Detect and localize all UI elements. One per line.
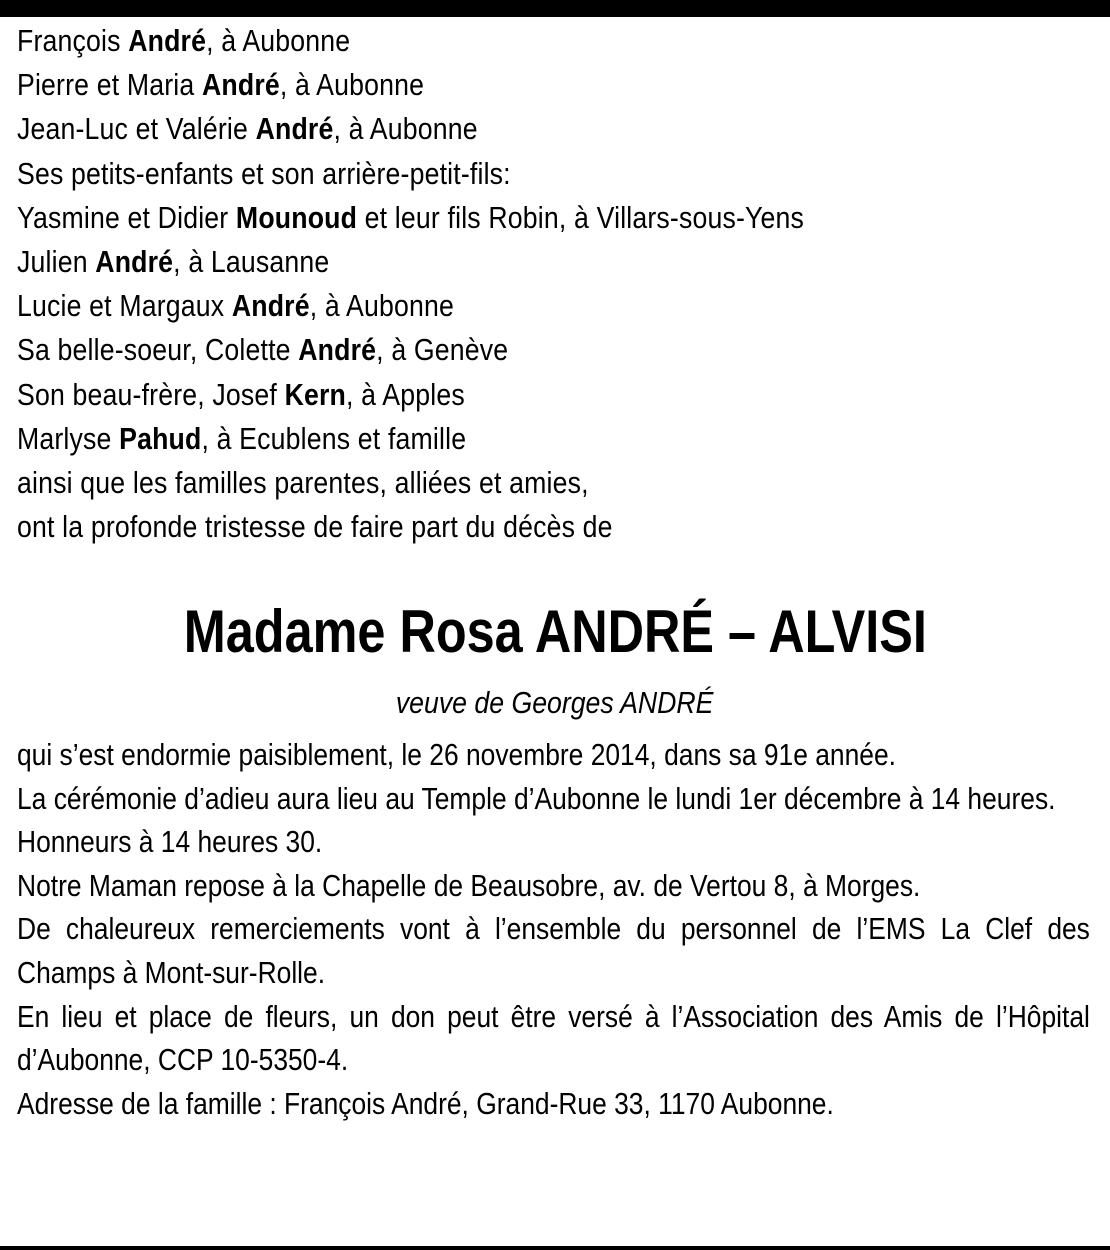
family-text: Jean-Luc et Valérie [17,111,256,147]
deceased-name-heading [0,597,1110,667]
family-surname: André [128,23,207,58]
family-text: ont la profonde tristesse de faire part du décès de [17,509,613,545]
family-line [17,107,946,151]
family-line [17,373,946,417]
family-line [17,505,946,549]
family-text: Son beau-frère, Josef [17,376,285,412]
family-location: , à Aubonne [206,23,351,58]
family-line [17,152,946,196]
paragraph-resting-place: Notre Maman repose à la Chapelle de Beausobre, av. de Vertou 8, à Morges. [17,867,921,903]
family-location: , à Aubonne [333,111,478,147]
deceased-name: Madame Rosa ANDRÉ – ALVISI [183,598,927,665]
family-surname: Mounoud [235,199,358,235]
family-text: François [17,23,129,58]
family-text: Ses petits-enfants et son arrière-petit-fils: [17,155,511,191]
family-surname: André [231,288,310,324]
family-surname: André [255,111,334,147]
family-line [17,461,946,505]
family-line [17,240,946,284]
family-line [17,417,946,461]
family-text: Sa belle-soeur, Colette [17,332,299,368]
family-surname: André [298,332,377,368]
deceased-subtitle [0,681,1110,725]
paragraph-passing: qui s’est endormie paisiblement, le 26 novembre 2014, dans sa 91e année. [17,737,896,772]
family-text: Marlyse [17,420,120,456]
family-text: Pierre et Maria [17,67,202,103]
family-surname: André [95,243,174,279]
family-text: Julien [17,243,96,279]
family-location: et leur fils Robin, à Villars-sous-Yens [357,199,805,235]
paragraph-ceremony: La cérémonie d’adieu aura lieu au Temple d’Aubonne le lundi 1er décembre à 14 heures. [17,780,1056,816]
family-text: Yasmine et Didier [17,199,236,235]
paragraph-family-address: Adresse de la famille : François André, Grand-Rue 33, 1170 Aubonne. [17,1085,834,1121]
bottom-border-rule [0,1246,1110,1250]
widow-of-text: veuve de Georges ANDRÉ [396,685,714,720]
paragraph-thanks: De chaleureux remerciements vont à l’ensemble du personnel de l’EMS La Clef des Champs à Mont-sur-Rolle. [17,911,1090,990]
family-location: , à Ecublens et famille [201,420,467,456]
family-line [17,19,946,63]
family-location: , à Aubonne [309,288,454,324]
family-list [17,19,1097,549]
family-surname: Pahud [119,420,202,456]
family-line [17,328,946,372]
announcement-body [17,733,1090,1125]
family-line [17,284,946,328]
family-line [17,196,946,240]
family-text: ainsi que les familles parentes, alliées et amies, [17,464,589,500]
paragraph-honours: Honneurs à 14 heures 30. [17,824,323,860]
family-location: , à Lausanne [173,243,330,279]
family-location: , à Genève [376,332,509,368]
family-text: Lucie et Margaux [17,288,232,324]
family-location: , à Aubonne [279,67,425,103]
family-surname: André [201,67,280,103]
family-surname: Kern [284,376,347,412]
paragraph-donation: En lieu et place de fleurs, un don peut être versé à l’Association des Amis de l’Hôpital d’Aubonne, CCP 10-5350-4. [17,998,1090,1078]
family-line [17,63,946,107]
family-location: , à Apples [346,376,465,412]
top-border-bar [0,0,1110,17]
